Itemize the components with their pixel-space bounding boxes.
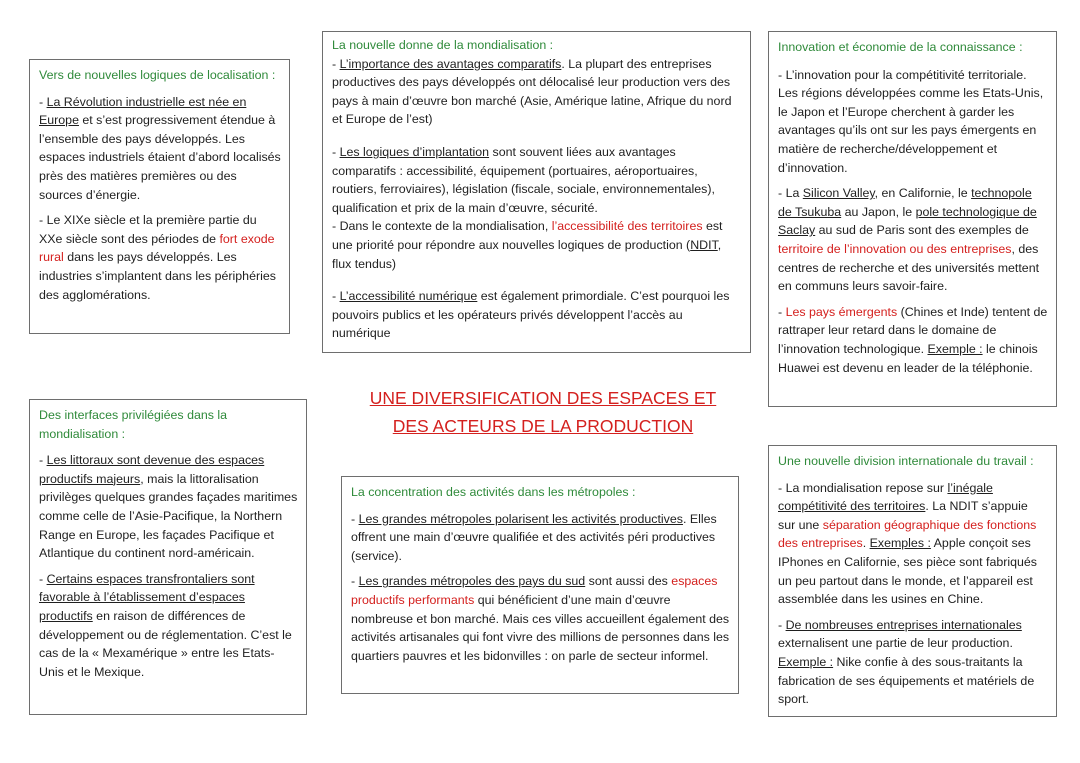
box-nouvelles-logiques-localisation	[29, 59, 290, 334]
box-title: Vers de nouvelles logiques de localisation :	[39, 68, 276, 82]
page-title-line-1: UNE DIVERSIFICATION DES ESPACES ET	[369, 388, 717, 408]
paragraph: - L’importance des avantages comparatifs. La plupart des entreprises productives des pays développés ont délocalisé leur production vers des pays à main d’œuvre bon marché (Asie, Amérique latine, Afrique du nord et Europe de l’est)	[332, 56, 732, 127]
paragraph: - Le XIXe siècle et la première partie du XXe siècle sont des périodes de fort exode rural dans les pays développés. Les industries s’implantent dans les périphéries des agglomérations.	[39, 213, 276, 302]
page-title-line-2: DES ACTEURS DE LA PRODUCTION	[392, 416, 694, 436]
paragraph: - Les grandes métropoles des pays du sud sont aussi des espaces productifs performants qui bénéficient d’une main d’œuvre nombreuse et bon marché. Mais ces villes accueillent également des activités artisanales qui font vivre des millions de personnes dans les quartiers pauvres et les bidonvilles : on parle de secteur informel.	[351, 574, 730, 663]
paragraph: - La Révolution industrielle est née en Europe et s’est progressivement étendue à l’ensemble des pays développés. Les espaces industriels étaient d’abord localisés près des matières premières ou des sources d’énergie.	[39, 94, 281, 202]
box-interfaces-privilegiees	[29, 399, 307, 715]
paragraph: - Les littoraux sont devenue des espaces productifs majeurs, mais la littoralisation privilèges quelques grandes façades maritimes comme celle de l’Asie-Pacifique, la Northern Range en Europe, les façades Pacifique et Atlantique du continent nord-américain.	[39, 453, 298, 561]
box-division-internationale-travail	[768, 445, 1057, 717]
paragraph: - La mondialisation repose sur l’inégale compétitivité des territoires. La NDIT s’appuie sur une séparation géographique des fonctions des entreprises. Exemples : Apple conçoit ses IPhones en Californie, ses pièce sont fabriqués un peu partout dans le monde, et l’appareil est assemblée dans les usines en Chine.	[778, 480, 1037, 607]
paragraph: - Les pays émergents (Chines et Inde) tentent de rattraper leur retard dans le domaine de l’innovation technologique. Exemple : le chinois Huawei est devenu en leader de la téléphonie.	[778, 304, 1048, 375]
box-title: Des interfaces privilégiées dans la mondialisation :	[39, 408, 228, 441]
paragraph: - La Silicon Valley, en Californie, le technopole de Tsukuba au Japon, le pole technologique de Saclay au sud de Paris sont des exemples de territoire de l’innovation ou des entreprises, des centres de recherche et des universités mettent en communs leurs savoir-faire.	[778, 186, 1040, 294]
paragraph: - Dans le contexte de la mondialisation, l’accessibilité des territoires est une priorité pour répondre aux nouvelles logiques de production (NDIT, flux tendus)	[332, 219, 723, 271]
paragraph: - Les grandes métropoles polarisent les activités productives. Elles offrent une main d’œuvre qualifiée et des activités péri productives (service).	[351, 511, 717, 563]
paragraph: - L’innovation pour la compétitivité territoriale. Les régions développées comme les Etats-Unis, le Japon et l’Europe cherchent à garder les avantages qu’ils ont sur les pays émergents en matière de recherche/développement et d’innovation.	[778, 67, 1044, 175]
box-innovation-economie-connaissance	[768, 31, 1057, 407]
paragraph: - L’accessibilité numérique est également primordiale. C’est pourquoi les pouvoirs publics et les opérateurs privés développent l’accès au numérique	[332, 289, 730, 341]
paragraph: - De nombreuses entreprises internationales externalisent une partie de leur production. Exemple : Nike confie à des sous-traitants la fabrication de ses équipements et matériels de sport.	[778, 617, 1035, 707]
box-concentration-metropoles	[341, 476, 739, 694]
box-title: La concentration des activités dans les métropoles :	[351, 485, 636, 499]
paragraph: - Certains espaces transfrontaliers sont favorable à l’établissement d’espaces productifs en raison de différences de développement ou de réglementation. C’est le cas de la « Mexamérique » entre les Etats-Unis et le Mexique.	[39, 571, 292, 679]
paragraph: - Les logiques d’implantation sont souvent liées aux avantages comparatifs : accessibilité, équipement (portuaires, aéroportuaires, routiers, ferroviaires), législation (fiscale, sociale, environnementales), qualification et prix de la main d’œuvre, sécurité.	[332, 144, 715, 215]
box-title: Une nouvelle division internationale du travail :	[778, 454, 1034, 468]
box-title: Innovation et économie de la connaissance :	[778, 40, 1023, 54]
box-nouvelle-donne-mondialisation	[322, 31, 751, 353]
box-title: La nouvelle donne de la mondialisation :	[332, 38, 554, 52]
page-title	[330, 384, 756, 440]
